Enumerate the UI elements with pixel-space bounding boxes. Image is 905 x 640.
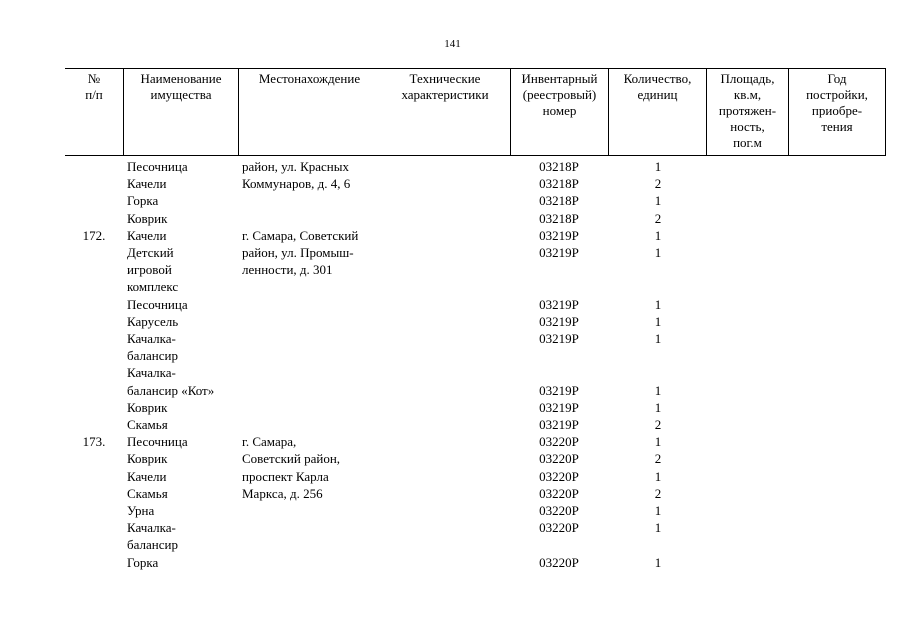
cell-name: Качели — [127, 227, 167, 243]
cell-quantity: 1 — [654, 227, 662, 243]
cell-inventory: 03220Р — [539, 554, 579, 570]
cell-quantity: 2 — [654, 451, 662, 467]
header-cell-tech — [380, 69, 510, 155]
cell-name: Песочница — [127, 296, 188, 312]
table-row — [65, 468, 886, 485]
cell-inventory: 03219Р — [539, 417, 579, 432]
table-row — [65, 244, 886, 261]
cell-quantity: 2 — [654, 176, 662, 192]
cell-quantity: 1 — [654, 554, 662, 570]
cell-inventory: 03219Р — [539, 331, 579, 346]
cell-location: г. Самара, Советский — [242, 227, 359, 243]
table-row — [65, 502, 886, 519]
header-text-line: Местонахождение — [258, 71, 361, 86]
cell-name: Качалка- — [127, 365, 176, 381]
cell-inventory: 03220Р — [539, 503, 579, 518]
cell-quantity: 2 — [654, 485, 662, 501]
cell-inventory: 03220Р — [539, 451, 579, 467]
cell-name: Качели — [127, 176, 167, 192]
header-cell-area — [706, 69, 788, 155]
cell-quantity: 1 — [654, 296, 662, 312]
page-number: 141 — [444, 38, 461, 50]
cell-quantity: 2 — [654, 210, 662, 226]
cell-quantity: 1 — [654, 159, 662, 174]
cell-number: 173. — [82, 434, 106, 450]
cell-inventory: 03220Р — [539, 485, 579, 501]
table-row — [65, 536, 886, 553]
header-cell-quantity — [608, 69, 706, 155]
header-text-line: ность, — [730, 119, 765, 134]
cell-name: балансир «Кот» — [127, 382, 215, 398]
header-cell-inventory — [510, 69, 608, 155]
cell-quantity: 1 — [654, 399, 662, 415]
cell-inventory: 03219Р — [539, 313, 579, 329]
table-row — [65, 296, 886, 313]
table-row — [65, 485, 886, 502]
cell-quantity: 2 — [654, 417, 662, 432]
cell-location: район, ул. Красных — [242, 159, 350, 174]
cell-inventory: 03218Р — [539, 159, 579, 174]
cell-quantity: 1 — [654, 313, 662, 329]
cell-name: Качалка- — [127, 331, 176, 346]
table-row — [65, 261, 886, 278]
cell-name: Качели — [127, 468, 167, 484]
table-row — [65, 210, 886, 227]
table-row — [65, 227, 886, 244]
cell-quantity: 1 — [654, 331, 662, 346]
header-text-line: Количество, — [623, 71, 692, 86]
cell-quantity: 1 — [654, 193, 662, 209]
header-cell-year — [788, 69, 886, 155]
cell-inventory: 03219Р — [539, 245, 579, 260]
header-text-line: Год — [827, 71, 847, 86]
header-cell-name — [123, 69, 238, 155]
cell-location: проспект Карла — [242, 468, 329, 484]
cell-name: Песочница — [127, 434, 188, 450]
cell-inventory: 03219Р — [539, 382, 579, 398]
cell-location: Советский район, — [242, 451, 341, 467]
header-text-line: пог.м — [733, 135, 762, 150]
cell-name: Горка — [127, 193, 159, 209]
cell-quantity: 1 — [654, 382, 662, 398]
header-text-line: кв.м, — [733, 87, 762, 102]
header-text-line: единиц — [637, 87, 678, 102]
cell-name: Карусель — [127, 313, 179, 329]
cell-name: комплекс — [127, 279, 179, 295]
cell-inventory: 03219Р — [539, 399, 579, 415]
cell-location: Маркса, д. 256 — [242, 485, 323, 501]
header-text-line: приобре- — [811, 103, 863, 118]
header-text-line: номер — [542, 103, 577, 118]
cell-inventory: 03220Р — [539, 434, 579, 450]
header-text-line: п/п — [85, 87, 103, 102]
header-text-line: № — [87, 71, 101, 86]
cell-inventory: 03218Р — [539, 193, 579, 209]
cell-location: Коммунаров, д. 4, 6 — [242, 176, 351, 192]
table-header — [65, 68, 886, 156]
table-row — [65, 158, 886, 175]
cell-name: балансир — [127, 348, 178, 364]
cell-name: Коврик — [127, 451, 168, 467]
cell-inventory: 03220Р — [539, 520, 579, 536]
table-row — [65, 519, 886, 536]
header-cell-num — [65, 69, 123, 155]
header-text-line: Технические — [409, 71, 481, 86]
cell-quantity: 1 — [654, 245, 662, 260]
cell-quantity: 1 — [654, 468, 662, 484]
cell-inventory: 03220Р — [539, 468, 579, 484]
cell-name: балансир — [127, 537, 178, 553]
header-text-line: имущества — [150, 87, 212, 102]
cell-number: 172. — [82, 227, 106, 243]
table-row — [65, 347, 886, 364]
cell-location: ленности, д. 301 — [242, 262, 333, 278]
cell-name: Урна — [127, 503, 155, 518]
cell-inventory: 03219Р — [539, 296, 579, 312]
table-row — [65, 313, 886, 330]
cell-name: Качалка- — [127, 520, 176, 536]
table-row — [65, 364, 886, 381]
cell-quantity: 1 — [654, 503, 662, 518]
table-row — [65, 330, 886, 347]
header-text-line: (реестровый) — [522, 87, 597, 102]
table-row — [65, 433, 886, 450]
cell-location: г. Самара, — [242, 434, 297, 450]
cell-inventory: 03219Р — [539, 227, 579, 243]
cell-name: игровой — [127, 262, 172, 278]
header-text-line: Площадь, — [720, 71, 775, 86]
cell-location: район, ул. Промыш- — [242, 245, 354, 260]
table-row — [65, 416, 886, 433]
cell-name: Горка — [127, 554, 159, 570]
cell-name: Коврик — [127, 210, 168, 226]
cell-inventory: 03218Р — [539, 210, 579, 226]
cell-name: Коврик — [127, 399, 168, 415]
table-row — [65, 175, 886, 192]
cell-name: Скамья — [127, 417, 168, 432]
table-row — [65, 450, 886, 467]
cell-name: Песочница — [127, 159, 188, 174]
table-row — [65, 382, 886, 399]
cell-name: Скамья — [127, 485, 168, 501]
cell-name: Детский — [127, 245, 174, 260]
table-row — [65, 278, 886, 295]
header-text-line: протяжен- — [718, 103, 777, 118]
table-row — [65, 399, 886, 416]
header-text-line: характеристики — [401, 87, 489, 102]
cell-quantity: 1 — [654, 520, 662, 536]
header-text-line: Наименование — [140, 71, 222, 86]
header-text-line: тения — [821, 119, 853, 134]
header-text-line: постройки, — [806, 87, 868, 102]
table-row — [65, 192, 886, 209]
table-row — [65, 554, 886, 571]
cell-inventory: 03218Р — [539, 176, 579, 192]
header-text-line: Инвентарный — [521, 71, 598, 86]
header-cell-location — [238, 69, 380, 155]
cell-quantity: 1 — [654, 434, 662, 450]
